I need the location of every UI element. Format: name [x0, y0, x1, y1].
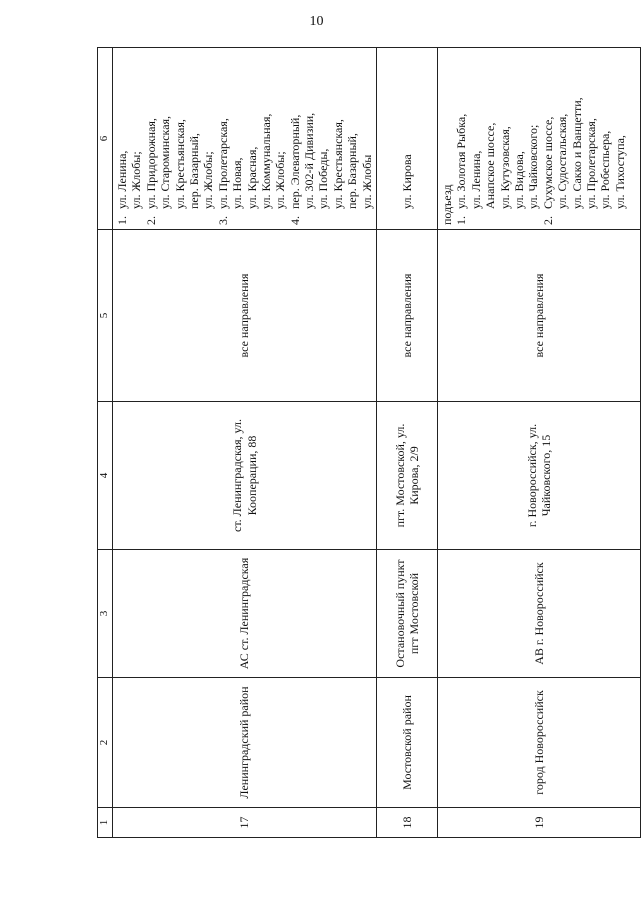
page-number: 10: [309, 14, 324, 29]
street-line: пер. Элеваторный,: [287, 114, 302, 209]
street-line: ул. Крестьянская,: [172, 119, 187, 209]
route-streets-cell: [377, 48, 438, 230]
list-number: 3.: [215, 216, 230, 225]
route-streets-cell: [438, 48, 641, 230]
rotated-page-content: [97, 48, 627, 838]
list-number: 1.: [454, 216, 469, 225]
column-header: 3: [98, 550, 113, 678]
route-streets-cell: [113, 48, 377, 230]
direction-cell: все направления: [377, 230, 438, 402]
row-number: 18: [377, 808, 438, 838]
column-header: 1: [98, 808, 113, 838]
schedule-table: [97, 47, 641, 838]
header-row: [98, 48, 113, 838]
street-line: ул. Жлобы;: [129, 151, 144, 209]
list-number: 4.: [287, 216, 302, 225]
street-line: ул. Кутузовская,: [497, 126, 512, 209]
column-header: 6: [98, 48, 113, 230]
street-list: [454, 52, 627, 225]
station-cell: Остановочный пункт пгт Мостовской: [377, 550, 438, 678]
street-line: ул. Коммунальная,: [258, 113, 273, 209]
street-list-item: [288, 52, 374, 225]
street-line: ул. Придорожная,: [143, 118, 158, 209]
street-line: ул. Пролетарская,: [215, 118, 230, 209]
address-cell: пгт. Мостовской, ул. Кирова, 2/9: [377, 402, 438, 550]
street-line: ул. Староминская,: [158, 115, 173, 209]
street-line: ул. Крестьянская,: [330, 119, 345, 209]
street-line: ул. Робеспьера,: [598, 130, 613, 209]
address-cell: ст. Ленинградская, ул. Кооперации, 88: [113, 402, 377, 550]
direction-cell: все направления: [438, 230, 641, 402]
street-line: ул. Кирова: [399, 154, 414, 209]
street-line: ул. Победы,: [316, 148, 331, 209]
column-header: 4: [98, 402, 113, 550]
street-line: ул. Новая,: [230, 157, 245, 209]
route-intro: подъезд: [440, 184, 455, 225]
column-header: 5: [98, 230, 113, 402]
street-line: ул. Красная,: [244, 146, 259, 209]
street-line: ул. Судостальская,: [555, 113, 570, 209]
table-viewport: [97, 48, 627, 838]
street-line: ул. Жлобы: [359, 154, 374, 209]
address-cell: г. Новороссийск, ул. Чайковского, 15: [438, 402, 641, 550]
street-line: ул. Ленина,: [468, 150, 483, 209]
street-list-item: [216, 52, 288, 225]
street-line: ул. Жлобы;: [273, 151, 288, 209]
street-list-item: [115, 52, 144, 225]
direction-cell: все направления: [113, 230, 377, 402]
row-number: 19: [438, 808, 641, 838]
street-line: Сухумское шоссе,: [540, 116, 555, 209]
street-line: ул. Ленина,: [115, 150, 129, 209]
street-line: ул. Видова,: [511, 151, 526, 209]
street-line: ул. 302-й Дивизии,: [302, 112, 317, 209]
table-row: [113, 48, 377, 838]
district-cell: Ленинградский район: [113, 678, 377, 808]
station-cell: АС ст. Ленинградская: [113, 550, 377, 678]
street-line: Анапское шоссе,: [483, 122, 498, 209]
street-list: [115, 52, 374, 225]
list-number: 2.: [143, 216, 158, 225]
street-line: ул. Сакко и Ванцетти,: [569, 97, 584, 209]
district-cell: город Новороссийск: [438, 678, 641, 808]
list-number: 2.: [540, 216, 555, 225]
district-cell: Мостовской район: [377, 678, 438, 808]
street-line: пер. Базарный,: [186, 133, 201, 209]
street-line: ул. Золотая Рыбка,: [454, 113, 469, 209]
street-list-item: [541, 52, 627, 225]
column-header: 2: [98, 678, 113, 808]
street-line: ул. Пролетарская,: [583, 118, 598, 209]
table-row: [377, 48, 438, 838]
list-number: 1.: [115, 216, 129, 225]
street-list-item: [454, 52, 540, 225]
street-line: пер. Базарный,: [345, 133, 360, 209]
street-list-item: [144, 52, 216, 225]
street-line: ул. Жлобы;: [201, 151, 216, 209]
table-row: [438, 48, 641, 838]
street-line: ул. Тихоступа,: [612, 135, 627, 209]
station-cell: АВ г. Новороссийск: [438, 550, 641, 678]
street-line: ул. Чайковского;: [526, 124, 541, 209]
row-number: 17: [113, 808, 377, 838]
